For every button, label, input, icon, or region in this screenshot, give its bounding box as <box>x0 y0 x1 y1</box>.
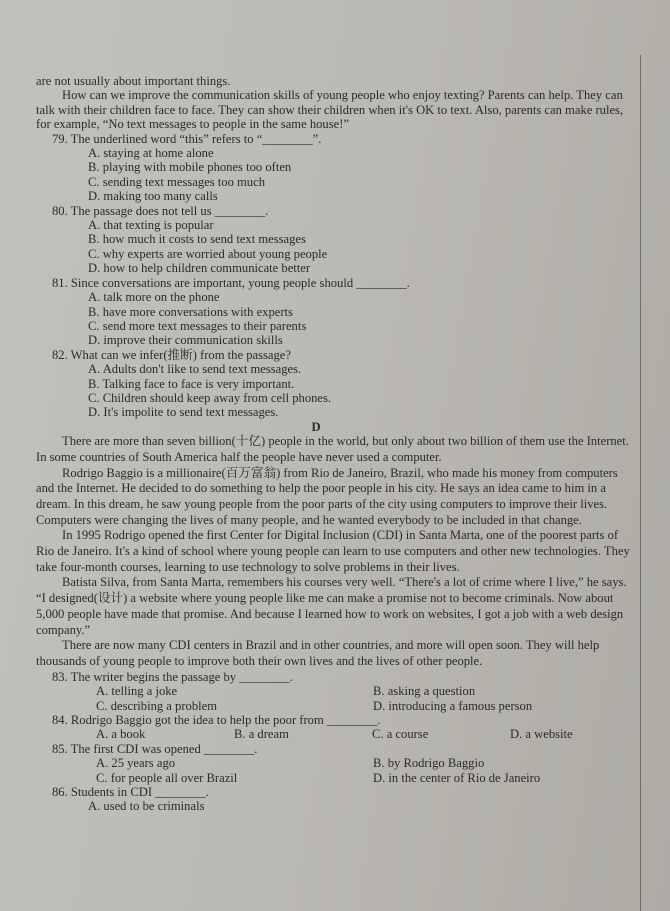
section-label: D <box>311 419 321 434</box>
page-content <box>36 74 636 814</box>
answer-option: B. by Rodrigo Baggio <box>373 756 485 771</box>
question-stem: 84. Rodrigo Baggio got the idea to help the poor from ________. <box>52 712 381 727</box>
answer-option: D. in the center of Rio de Janeiro <box>373 770 541 785</box>
option-row <box>36 684 636 698</box>
answer-option: A. a book <box>96 727 146 742</box>
paragraph: Rodrigo Baggio is a millionaire(百万富翁) from Rio de Janeiro, Brazil, who made his money from computers and the Internet. He decided to do something to help the poor people in his city. He says an idea came to him in a dream. In this dream, he saw young people from the poor parts of the city using computers to improve their lives. Computers were changing the lives of many people, and he wanted everybody to be included in that change. <box>36 465 618 527</box>
answer-option: A. staying at home alone <box>88 146 214 161</box>
option-row <box>36 727 636 741</box>
answer-option: A. that texting is popular <box>88 218 214 233</box>
paragraph: In 1995 Rodrigo opened the first Center for Digital Inclusion (CDI) in Santa Marta, one of the poorest parts of Rio de Janeiro. It's a kind of school where young people can learn to use computers and other new technologies. They take four-month courses, learning to use technology to solve problems in their lives. <box>36 528 630 574</box>
answer-option: C. why experts are worried about young people <box>88 246 328 261</box>
answer-option: D. It's impolite to send text messages. <box>88 405 279 420</box>
question-stem: 86. Students in CDI ________. <box>52 784 209 799</box>
answer-option: A. telling a joke <box>96 684 178 699</box>
answer-option: C. sending text messages too much <box>88 174 265 189</box>
answer-option: D. a website <box>510 727 573 742</box>
answer-option: C. Children should keep away from cell phones. <box>88 390 332 405</box>
option-row <box>36 771 636 785</box>
question-stem: 80. The passage does not tell us ________. <box>52 203 269 218</box>
paragraph: There are now many CDI centers in Brazil and in other countries, and more will open soon. They will help thousands of young people to improve both their own lives and the lives of other people. <box>36 638 600 668</box>
answer-option: B. how much it costs to send text messages <box>88 232 306 247</box>
answer-option: A. used to be criminals <box>88 799 205 814</box>
paragraph: There are more than seven billion(十亿) people in the world, but only about two billion of them use the Internet. In some countries of South America half the people have never used a computer. <box>36 434 629 464</box>
passage-d <box>36 434 636 670</box>
answer-option: C. describing a problem <box>96 698 218 713</box>
question-stem: 83. The writer begins the passage by ________. <box>52 669 293 684</box>
question-stem: 82. What can we infer(推断) from the passage? <box>52 347 291 362</box>
paragraph: Batista Silva, from Santa Marta, remembers his courses very well. “There's a lot of crime where I live,” he says. “I designed(设计) a website where young people like me can make a promise not to become criminals. Now about 5,000 people have made that promise. And because I learned how to work on websites, I got a job with a web design company.” <box>36 575 627 637</box>
answer-option: B. have more conversations with experts <box>88 304 293 319</box>
answer-option: D. making too many calls <box>88 189 218 204</box>
answer-option: B. Talking face to face is very important. <box>88 376 295 391</box>
option-row <box>36 756 636 770</box>
answer-option: C. send more text messages to their parents <box>88 318 307 333</box>
answer-option: A. 25 years ago <box>96 756 176 771</box>
answer-option: D. how to help children communicate better <box>88 261 311 276</box>
question-stem: 81. Since conversations are important, young people should ________. <box>52 275 410 290</box>
option-row <box>36 699 636 713</box>
answer-option: C. a course <box>372 727 429 742</box>
answer-option: A. Adults don't like to send text messages. <box>88 362 302 377</box>
text-line: are not usually about important things. <box>36 74 231 88</box>
answer-option: D. introducing a famous person <box>373 698 533 713</box>
page-margin-rule <box>640 55 641 911</box>
question-stem: 79. The underlined word “this” refers to “________”. <box>52 131 322 146</box>
question-stem: 85. The first CDI was opened ________. <box>52 741 258 756</box>
answer-option: B. playing with mobile phones too often <box>88 160 292 175</box>
answer-option: C. for people all over Brazil <box>96 770 238 785</box>
paragraph: How can we improve the communication skills of young people who enjoy texting? Parents can help. They can talk with their children face to face. They can show their children when it's OK to text. Also, parents can make rules, for example, “No text messages to people in the same house!” <box>36 88 624 132</box>
answer-option: B. a dream <box>234 727 289 742</box>
answer-option: A. talk more on the phone <box>88 290 220 305</box>
answer-option: D. improve their communication skills <box>88 333 283 348</box>
answer-option: B. asking a question <box>373 684 476 699</box>
